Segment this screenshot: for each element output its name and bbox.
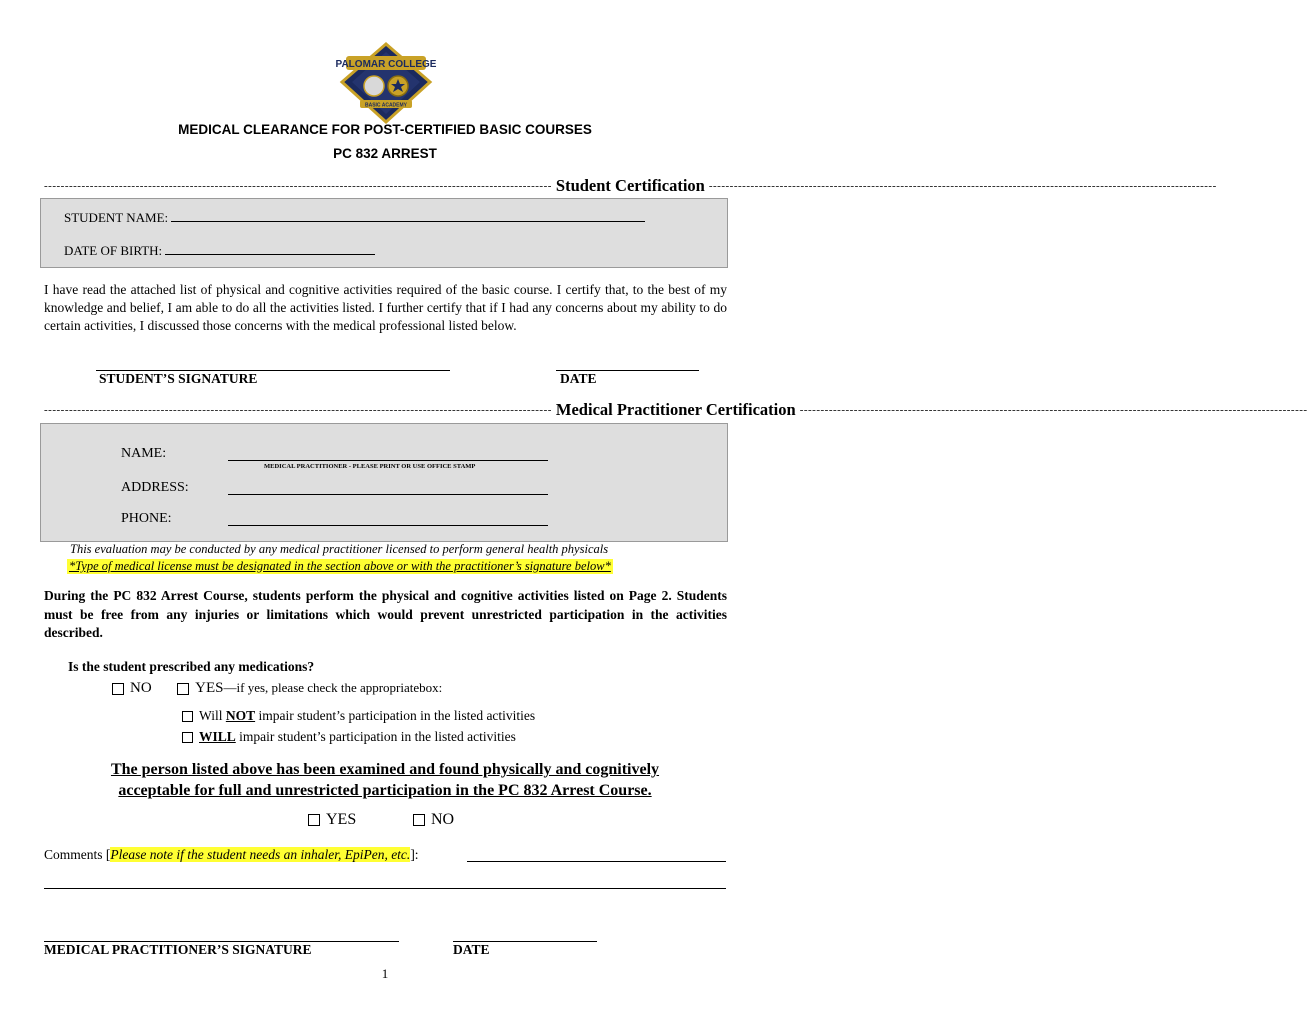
practitioner-cert-header: -------------------------------------------------------------------------------------------------------------------------- Medical Practitioner Certification -------------------------------------------------------------------------------------------------------------------------- bbox=[44, 400, 1308, 419]
med-yes-checkbox[interactable] bbox=[177, 683, 189, 695]
comments-hint: Please note if the student needs an inhaler, EpiPen, etc. bbox=[110, 847, 411, 862]
student-date-label: DATE bbox=[560, 371, 597, 386]
practitioner-address-label: ADDRESS: bbox=[121, 480, 189, 495]
med-yes-suffix: —if yes, please check the appropriatebox: bbox=[223, 680, 443, 695]
final-yes-checkbox[interactable] bbox=[308, 814, 320, 826]
practitioner-phone-label: PHONE: bbox=[121, 511, 172, 526]
comments-field-line2[interactable] bbox=[44, 888, 726, 889]
logo-text-top: PALOMAR COLLEGE bbox=[335, 59, 437, 70]
practitioner-name-label: NAME: bbox=[121, 446, 167, 461]
med-sub-option-will bbox=[182, 729, 516, 745]
student-statement: I have read the attached list of physical and cognitive activities required of the basic course. I certify that, to the best of my knowledge and belief, I am able to do all the activities listed. I further certify that if I had any concerns about my ability to do certain activities, I discussed those concerns with the medical professional listed below. bbox=[44, 282, 727, 333]
final-yes-option bbox=[308, 811, 356, 829]
student-name-row bbox=[64, 209, 645, 226]
form-title: MEDICAL CLEARANCE FOR POST-CERTIFIED BASIC COURSES bbox=[178, 122, 592, 137]
license-note: *Type of medical license must be designated in the section above or with the practitioner’s signature below* bbox=[69, 559, 611, 573]
conclusion-line1: The person listed above has been examined and found physically and cognitively bbox=[110, 761, 660, 778]
conclusion-line2: acceptable for full and unrestricted participation in the PC 832 Arrest Course. bbox=[118, 782, 652, 799]
dob-label: DATE OF BIRTH: bbox=[64, 243, 163, 258]
practitioner-date-label: DATE bbox=[453, 942, 490, 957]
sub2-post: impair student’s participation in the listed activities bbox=[235, 729, 516, 744]
student-cert-title: Student Certification bbox=[555, 176, 705, 195]
med-no-checkbox[interactable] bbox=[112, 683, 124, 695]
medication-options bbox=[112, 680, 442, 697]
sub1-pre: Will bbox=[199, 708, 226, 723]
comments-field-line1[interactable] bbox=[467, 861, 726, 862]
course-statement: During the PC 832 Arrest Course, students perform the physical and cognitive activities listed on Page 2. Students must be free from any injuries or limitations which would prevent unrestricted participation in the activities described. bbox=[44, 588, 727, 640]
practitioner-signature-label: MEDICAL PRACTITIONER’S SIGNATURE bbox=[44, 942, 312, 957]
dob-field[interactable] bbox=[165, 242, 375, 255]
form-subtitle: PC 832 ARREST bbox=[333, 146, 437, 161]
final-no-option bbox=[413, 811, 454, 829]
palomar-college-logo bbox=[335, 42, 437, 124]
student-name-label: STUDENT NAME: bbox=[64, 210, 169, 225]
medication-question: Is the student prescribed any medications? bbox=[68, 659, 315, 674]
student-name-field[interactable] bbox=[171, 209, 645, 222]
will-not-impair-checkbox[interactable] bbox=[182, 711, 193, 722]
sub1-post: impair student’s participation in the listed activities bbox=[255, 708, 536, 723]
dob-row bbox=[64, 242, 375, 259]
comments-row bbox=[44, 847, 419, 863]
evaluation-note: This evaluation may be conducted by any medical practitioner licensed to perform general health physicals bbox=[70, 542, 609, 556]
page-number: 1 bbox=[381, 966, 389, 981]
med-yes-label: YES bbox=[195, 680, 224, 696]
final-no-checkbox[interactable] bbox=[413, 814, 425, 826]
med-sub-option-not bbox=[182, 708, 535, 724]
logo-text-bottom: BASIC ACADEMY bbox=[364, 102, 408, 109]
student-signature-label: STUDENT’S SIGNATURE bbox=[99, 371, 258, 386]
comments-close: ]: bbox=[410, 847, 419, 862]
comments-label: Comments [ bbox=[44, 847, 111, 862]
will-impair-checkbox[interactable] bbox=[182, 732, 193, 743]
student-cert-header: -------------------------------------------------------------------------------------------------------------------------- Student Certification -------------------------------------------------------------------------------------------------------------------------- bbox=[44, 176, 1217, 195]
med-no-label: NO bbox=[130, 680, 152, 696]
practitioner-name-field[interactable] bbox=[228, 460, 548, 461]
practitioner-name-hint: MEDICAL PRACTITIONER - PLEASE PRINT OR USE OFFICE STAMP bbox=[264, 463, 476, 470]
final-no-label: NO bbox=[431, 811, 455, 828]
sub2-bold: WILL bbox=[199, 729, 236, 744]
practitioner-cert-title: Medical Practitioner Certification bbox=[555, 400, 796, 419]
final-yes-label: YES bbox=[326, 811, 357, 828]
practitioner-phone-field[interactable] bbox=[228, 525, 548, 526]
practitioner-address-field[interactable] bbox=[228, 494, 548, 495]
sub1-bold: NOT bbox=[225, 708, 256, 723]
